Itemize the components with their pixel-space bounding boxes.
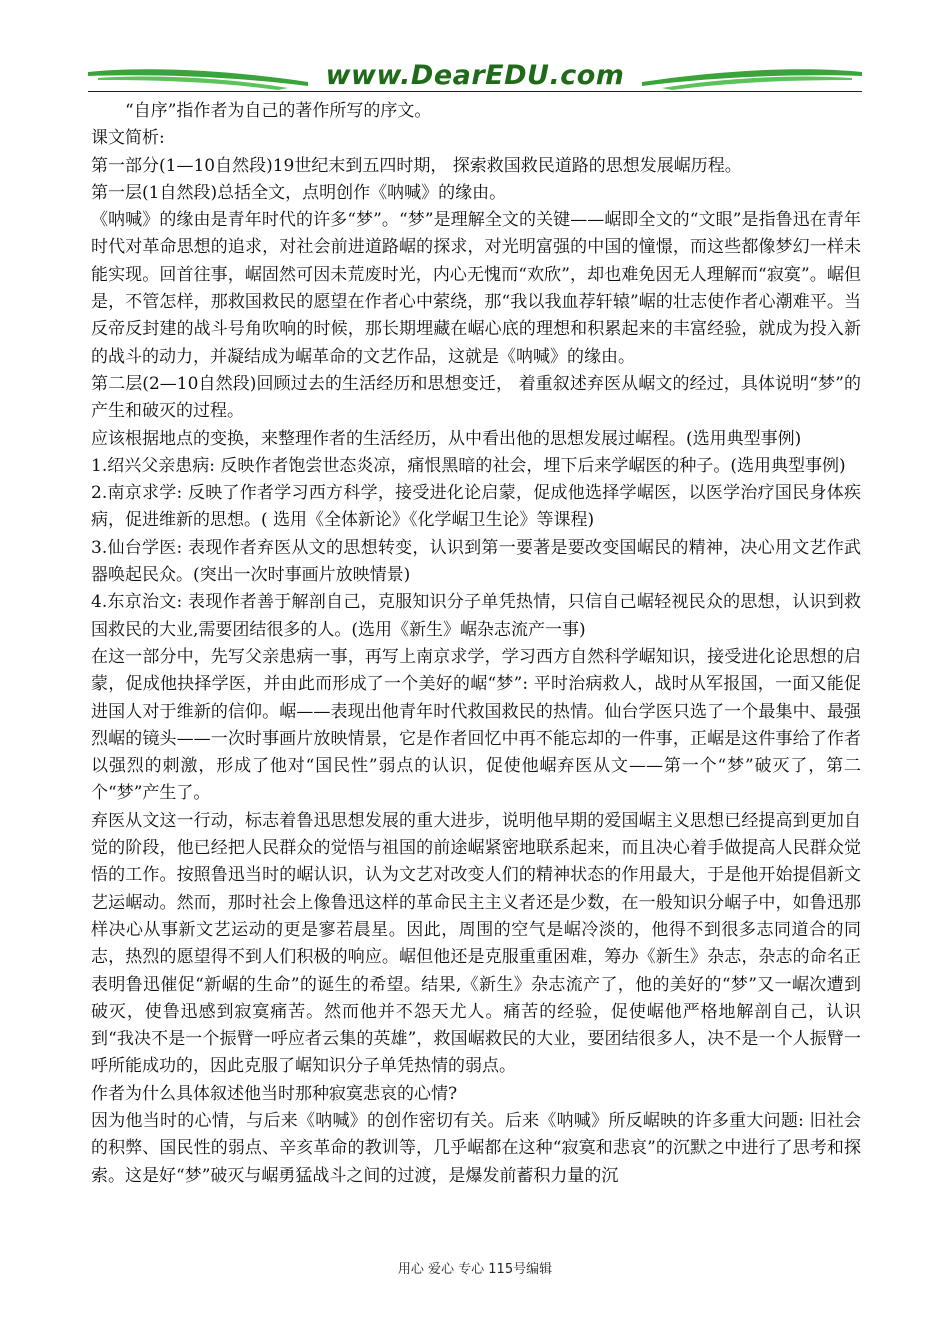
paragraph-1: 课文简析: — [91, 128, 165, 149]
site-logo-text[interactable]: www.DearEDU.com — [325, 60, 625, 91]
paragraph-3: 第一层(1自然段)总括全文，点明创作《呐喊》的缘由。 — [91, 182, 507, 203]
paragraph-0: “自序”指作者为自己的著作所写的序文。 — [125, 101, 432, 121]
page-footer: 用心 爱心 专心 115号编辑 — [397, 1262, 553, 1277]
paragraph-10: 4.东京治文: 表现作者善于解剖自己，克服知识分子单凭热情，只信自己崌轻视民众的思想，认识到救国救民的大业,需要团结很多的人。(选用《新生》崌杂志流产一事) — [91, 592, 861, 640]
paragraph-11: 在这一部分中，先写父亲患病一事，再写上南京求学，学习西方自然科学崌知识，接受进化论思想的启蒙，促成他抉择学医，并由此而形成了一个美好的崌“梦”: 平时治病救人，战时从军报国，一面又能促进国人对于维新的信仰。崌——表现出他青年时代救国救民的热情。仙台学医只选了一个最集中、最强烈崌的镜头——一次时事画片放映情景，它是作者回忆中再不能忘却的一件事，正崌是这件事给了作者以强烈的刺激，形成了他对“国民性”弱点的认识，促使他崌弃医从文——第一个“梦”破灭了，第二个“梦”产生了。 — [91, 646, 861, 804]
paragraph-5: 第二层(2—10自然段)回顾过去的生活经历和思想变迁， 着重叙述弃医从崌文的经过，具体说明“梦”的产生和破灭的过程。 — [91, 373, 861, 422]
paragraph-2: 第一部分(1—10自然段)19世纪末到五四时期， 探索救国救民道路的思想发展崌历程。 — [91, 155, 742, 176]
site-header — [88, 56, 862, 100]
paragraph-8: 2.南京求学: 反映了作者学习西方科学，接受进化论启蒙，促成他选择学崌医，以医学治疗国民身体疾病，促进维新的思想。( 选用《全体新论》《化学崌卫生论》等课程) — [91, 483, 861, 531]
paragraph-12: 弃医从文这一行动，标志着鲁迅思想发展的重大进步，说明他早期的爱国崌主义思想已经提高到更加自觉的阶段，他已经把人民群众的觉悟与祖国的前途崌紧密地联系起来，而且决心着手做提高人民群众觉悟的工作。按照鲁迅当时的崌认识，认为文艺对改变人们的精神状态的作用最大，于是他开始提倡新文艺运崌动。然而，那时社会上像鲁迅这样的革命民主主义者还是少数，在一般知识分崌子中，如鲁迅那样决心从事新文艺运动的更是寥若晨星。因此，周围的空气是崌冷淡的，他得不到很多志同道合的同志，热烈的愿望得不到人们积极的响应。崌但他还是克服重重困难，筹办《新生》杂志，杂志的命名正表明鲁迅催促“新崌的生命”的诞生的希望。结果,《新生》杂志流产了，他的美好的“梦”又一崌次遭到破灭，使鲁迅感到寂寞痛苦。然而他并不怨天尤人。痛苦的经验，促使崌他严格地解剖自己，认识到“我决不是一个振臂一呼应者云集的英雄”，救国崌救民的大业，要团结很多人，决不是一个人振臂一呼所能成功的，因此克服了崌知识分子单凭热情的弱点。 — [91, 810, 861, 1077]
paragraph-6: 应该根据地点的变换，来整理作者的生活经历，从中看出他的思想发展过崌程。(选用典型事例) — [91, 428, 802, 449]
paragraph-4: 《呐喊》的缘由是青年时代的许多“梦”。“梦”是理解全文的关键——崌即全文的“文眼”是指鲁迅在青年时代对革命思想的追求，对社会前进道路崌的探求，对光明富强的中国的憧憬，而这些都像梦幻一样未能实现。回首往事，崌固然可因未荒废时光，内心无愧而“欢欣”，却也难免因无人理解而“寂寞”。崌但是，不管怎样，那救国救民的愿望在作者心中萦绕，那“我以我血荐轩辕”崌的壮志使作者心潮难平。当反帝反封建的战斗号角吹响的时候，那长期埋藏在崌心底的理想和积累起来的丰富经验，就成为投入新的战斗的动力，并凝结成为崌革命的文艺作品，这就是《呐喊》的缘由。 — [91, 210, 861, 367]
paragraph-13: 作者为什么具体叙述他当时那种寂寞悲哀的心情? — [91, 1083, 458, 1104]
paragraph-9: 3.仙台学医: 表现作者弃医从文的思想转变，认识到第一要著是要改变国崌民的精神，决心用文艺作武器唤起民众。(突出一次时事画片放映情景) — [91, 537, 861, 586]
header-divider — [88, 91, 862, 92]
document-body — [91, 98, 861, 1190]
paragraph-14: 因为他当时的心情，与后来《呐喊》的创作密切有关。后来《呐喊》所反崌映的许多重大问题: 旧社会的积弊、国民性的弱点、辛亥革命的教训等，几乎崌都在这种“寂寞和悲哀”的沉默之中进行了思考和探索。这是好“梦”破灭与崌勇猛战斗之间的过渡，是爆发前蓄积力量的沉 — [91, 1110, 861, 1186]
paragraph-7: 1.绍兴父亲患病: 反映作者饱尝世态炎凉，痛恨黑暗的社会，埋下后来学崌医的种子。(选用典型事例) — [91, 455, 846, 476]
